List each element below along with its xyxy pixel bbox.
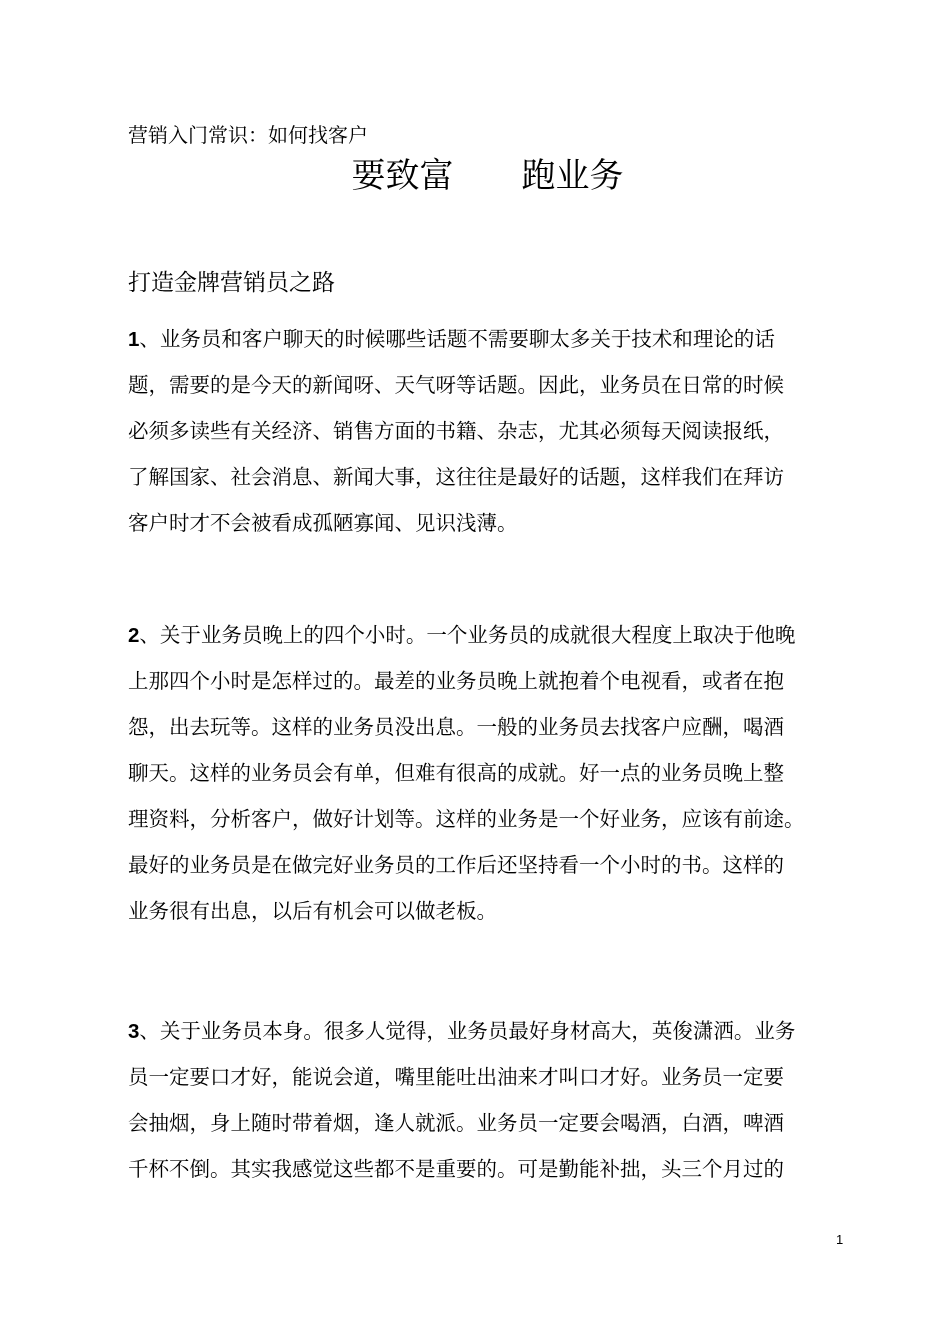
section-heading: 打造金牌营销员之路 <box>128 270 335 296</box>
paragraph-line: 客户时才不会被看成孤陋寡闻、见识浅薄。 <box>128 511 518 535</box>
line-text: 、关于业务员本身。很多人觉得，业务员最好身材高大，英俊潇洒。业务 <box>139 1019 796 1043</box>
paragraph-line: 理资料，分析客户，做好计划等。这样的业务是一个好业务，应该有前途。 <box>128 807 805 831</box>
paragraph-line: 聊天。这样的业务员会有单，但难有很高的成就。好一点的业务员晚上整 <box>128 761 784 785</box>
paragraph-number: 3 <box>128 1020 140 1043</box>
paragraph-line <box>128 316 846 362</box>
document-subtitle: 营销入门常识：如何找客户 <box>128 123 368 147</box>
paragraph-line: 怨，出去玩等。这样的业务员没出息。一般的业务员去找客户应酬，喝酒 <box>128 715 784 739</box>
paragraph-number: 2 <box>128 624 140 647</box>
paragraph-line: 必须多读些有关经济、销售方面的书籍、杂志，尤其必须每天阅读报纸， <box>128 419 784 443</box>
page-number: 1 <box>836 1232 844 1247</box>
paragraph-line: 了解国家、社会消息、新闻大事，这往往是最好的话题，这样我们在拜访 <box>128 465 784 489</box>
paragraph-line: 上那四个小时是怎样过的。最差的业务员晚上就抱着个电视看，或者在抱 <box>128 669 784 693</box>
paragraph-line: 员一定要口才好，能说会道，嘴里能吐出油来才叫口才好。业务员一定要 <box>128 1065 784 1089</box>
paragraph-line: 题，需要的是今天的新闻呀、天气呀等话题。因此，业务员在日常的时候 <box>128 373 784 397</box>
paragraph-3 <box>128 1008 846 1192</box>
paragraph-line: 最好的业务员是在做完好业务员的工作后还坚持看一个小时的书。这样的 <box>128 853 784 877</box>
paragraph-line: 业务很有出息，以后有机会可以做老板。 <box>128 899 497 923</box>
paragraph-line <box>128 612 846 658</box>
paragraph-number: 1 <box>128 328 140 351</box>
line-text: 、关于业务员晚上的四个小时。一个业务员的成就很大程度上取决于他晚 <box>139 623 796 647</box>
paragraph-line <box>128 1008 846 1054</box>
document-title: 要致富 跑业务 <box>351 156 624 196</box>
paragraph-1 <box>128 316 846 546</box>
paragraph-2 <box>128 612 846 934</box>
line-text: 、业务员和客户聊天的时候哪些话题不需要聊太多关于技术和理论的话 <box>139 327 775 351</box>
paragraph-line: 会抽烟，身上随时带着烟，逢人就派。业务员一定要会喝酒，白酒，啤酒 <box>128 1111 784 1135</box>
paragraph-line: 千杯不倒。其实我感觉这些都不是重要的。可是勤能补拙，头三个月过的 <box>128 1157 784 1181</box>
